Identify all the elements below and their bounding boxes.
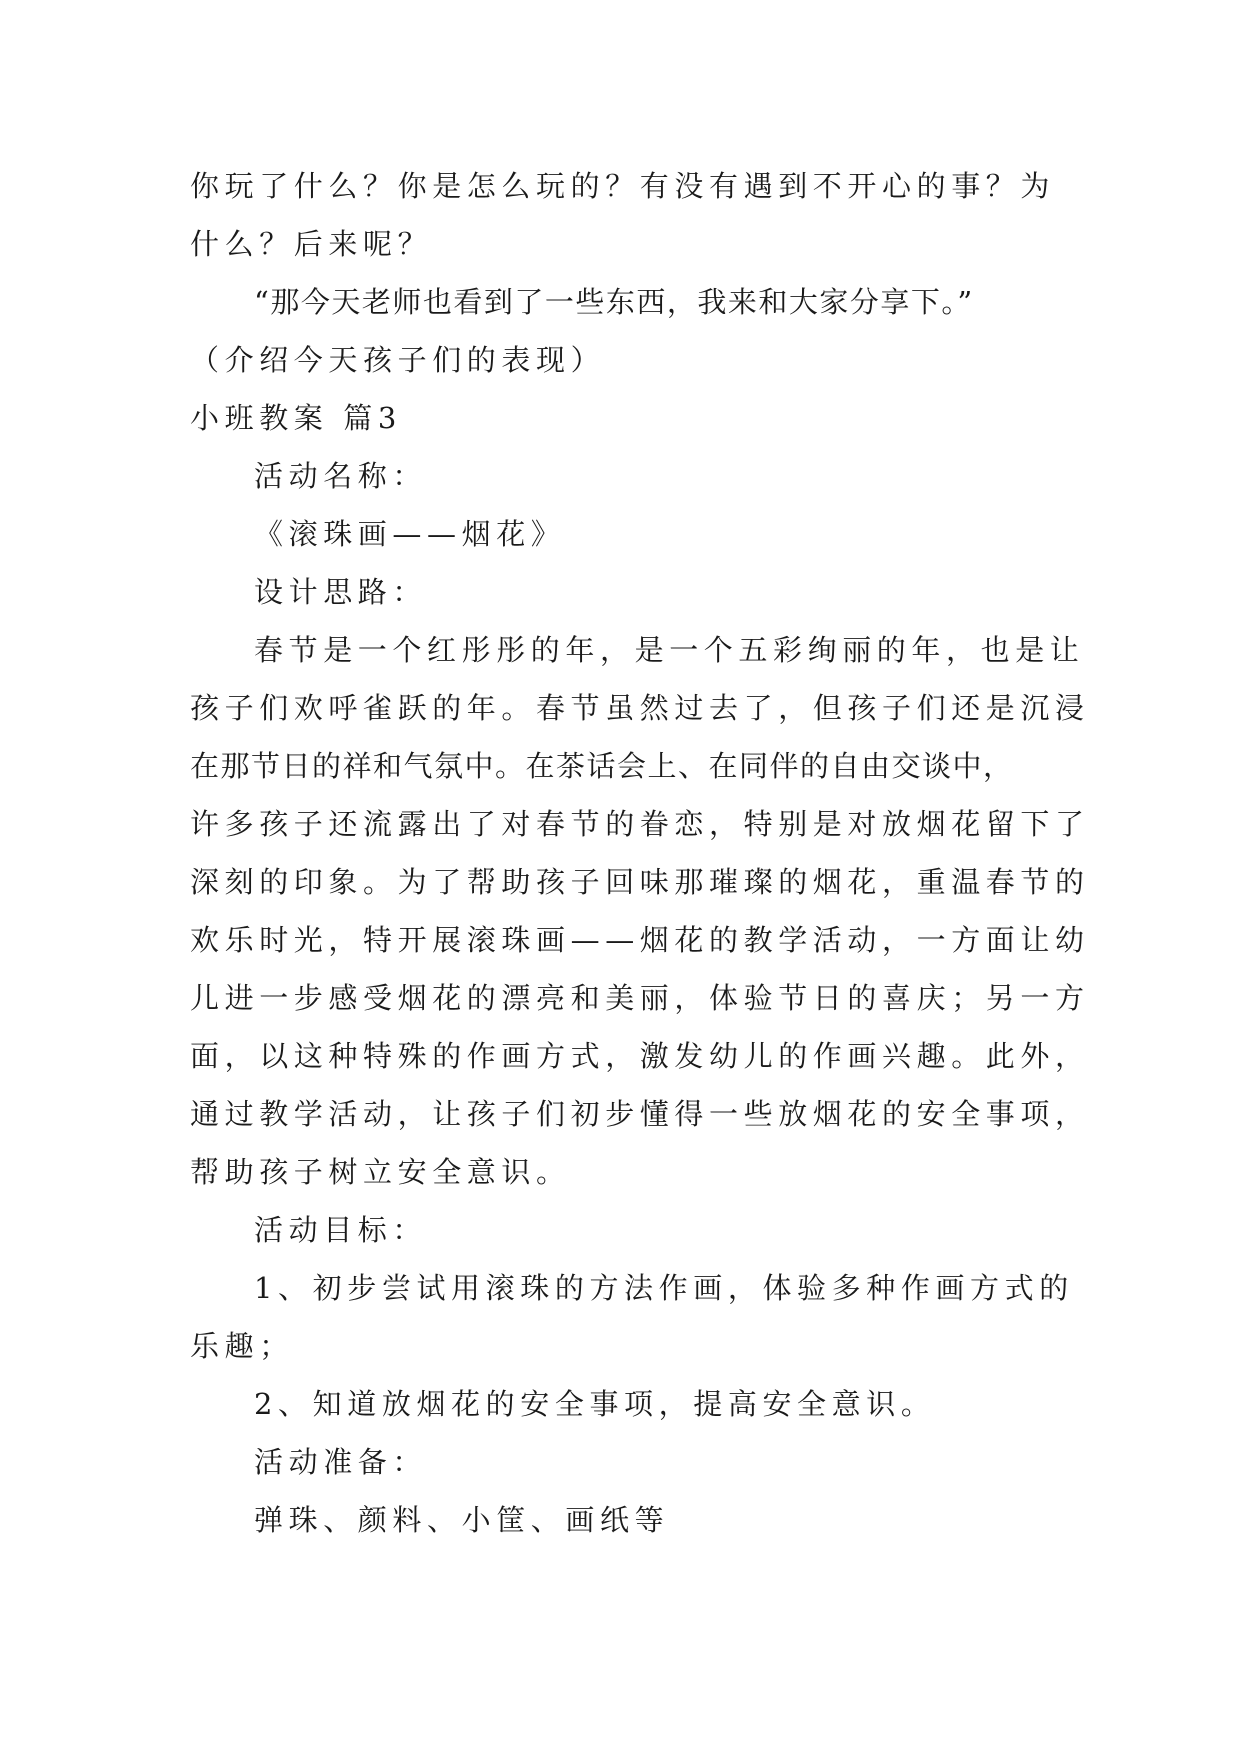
text-line: 乐趣； <box>190 1329 294 1363</box>
text-line: 弹珠、颜料、小筐、画纸等 <box>254 1503 670 1537</box>
text-line: 通过教学活动，让孩子们初步懂得一些放烟花的安全事项， <box>190 1097 1090 1131</box>
text-line: 1、初步尝试用滚珠的方法作画，体验多种作画方式的 <box>254 1271 1074 1305</box>
text-line: 面，以这种特殊的作画方式，激发幼儿的作画兴趣。此外， <box>190 1039 1090 1073</box>
text-line: 欢乐时光，特开展滚珠画——烟花的教学活动，一方面让幼 <box>190 923 1090 957</box>
text-line: 在那节日的祥和气氛中。在茶话会上、在同伴的自由交谈中， <box>190 749 1014 783</box>
text-line: 什么？后来呢？ <box>190 227 433 261</box>
text-line: 帮助孩子树立安全意识。 <box>190 1155 571 1189</box>
activity-title: 《滚珠画——烟花》 <box>254 517 566 551</box>
text-line: 儿进一步感受烟花的漂亮和美丽，体验节日的喜庆；另一方 <box>190 981 1090 1015</box>
text-line: 你玩了什么？你是怎么玩的？有没有遇到不开心的事？为 <box>190 169 1056 203</box>
text-line: “那今天老师也看到了一些东西，我来和大家分享下。” <box>254 285 974 319</box>
text-line: 活动目标： <box>254 1213 428 1247</box>
text-line: 春节是一个红彤彤的年，是一个五彩绚丽的年，也是让 <box>254 633 1085 667</box>
section-heading: 小班教案 篇3 <box>190 401 402 435</box>
text-line: 设计思路： <box>254 575 428 609</box>
text-line: 许多孩子还流露出了对春节的眷恋，特别是对放烟花留下了 <box>190 807 1090 841</box>
text-line: 2、知道放烟花的安全事项，提高安全意识。 <box>254 1387 936 1421</box>
text-line: 活动名称： <box>254 459 428 493</box>
text-line: 活动准备： <box>254 1445 428 1479</box>
text-line: （介绍今天孩子们的表现） <box>190 343 606 377</box>
text-line: 孩子们欢呼雀跃的年。春节虽然过去了，但孩子们还是沉浸 <box>190 691 1090 725</box>
text-line: 深刻的印象。为了帮助孩子回味那璀璨的烟花，重温春节的 <box>190 865 1090 899</box>
